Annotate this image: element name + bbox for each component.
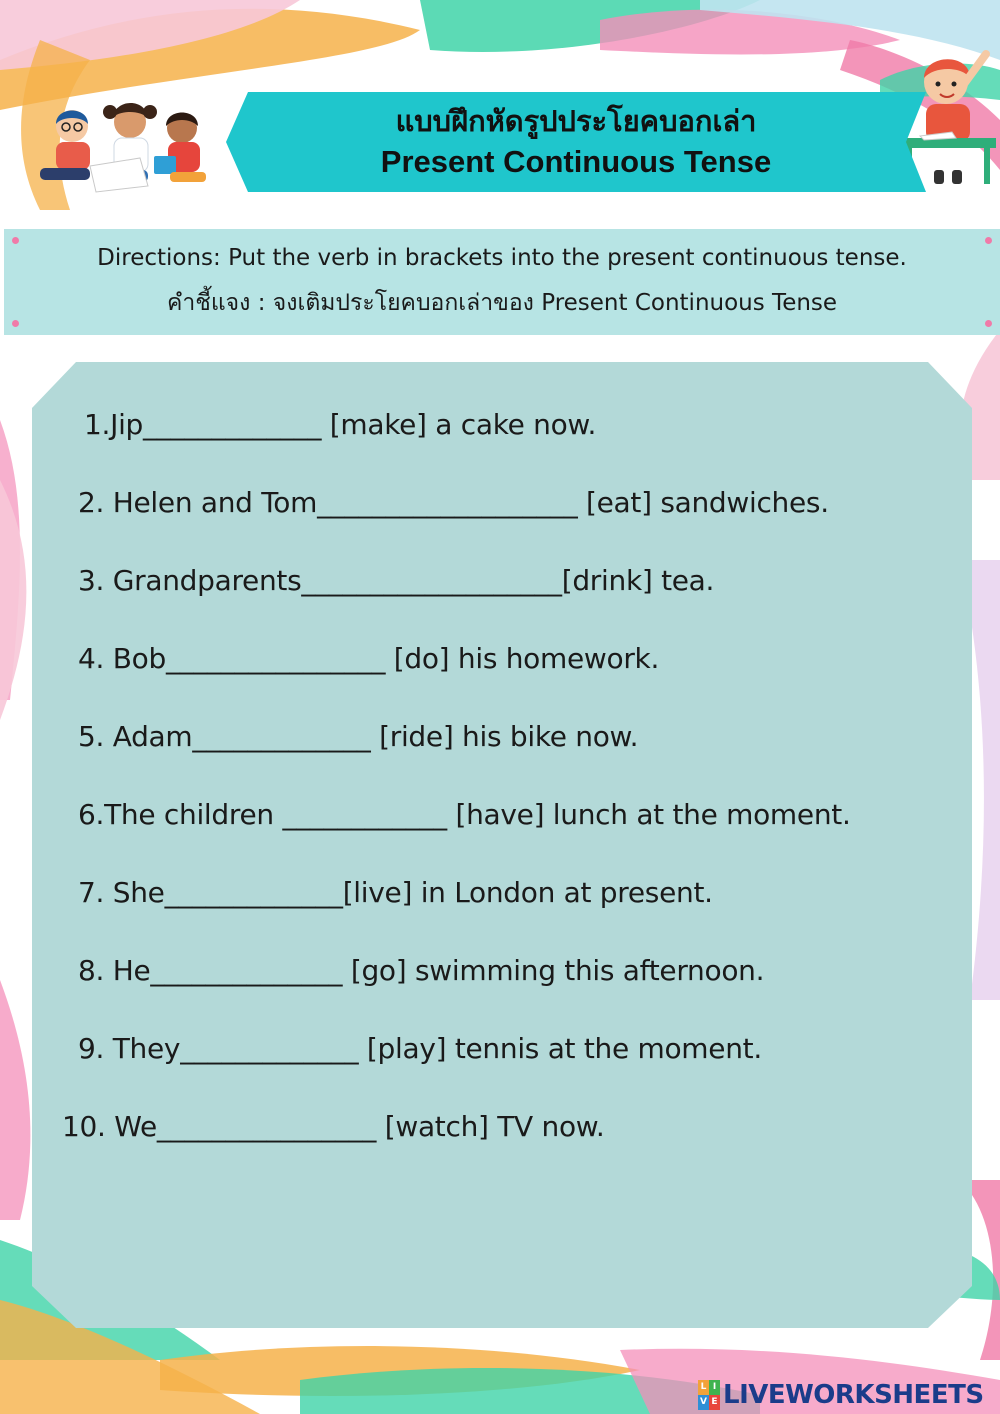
logo-letter: I <box>709 1380 720 1395</box>
item-subject: She <box>104 876 165 909</box>
liveworksheets-logo-icon <box>698 1380 720 1410</box>
item-subject: He <box>104 954 151 987</box>
liveworksheets-brand[interactable] <box>698 1378 984 1412</box>
answer-blank[interactable]: ______________ <box>150 954 343 987</box>
answer-blank[interactable]: _____________ <box>180 1032 359 1065</box>
title-banner <box>226 92 926 192</box>
exercise-item-9 <box>78 1032 762 1065</box>
children-reading-illustration <box>30 96 220 196</box>
logo-letter: V <box>698 1395 709 1410</box>
item-number: 5. <box>78 720 105 753</box>
item-subject: Bob <box>104 642 166 675</box>
item-subject: Grandparents <box>104 564 302 597</box>
answer-blank[interactable]: _____________ <box>143 408 322 441</box>
corner-dot <box>985 237 992 244</box>
item-subject: Helen and Tom <box>104 486 318 519</box>
logo-letter: L <box>698 1380 709 1395</box>
exercise-item-5 <box>78 720 638 753</box>
directions-box <box>4 229 1000 335</box>
title-thai: แบบฝึกหัดรูปประโยคบอกเล่า <box>395 104 757 138</box>
item-subject: Adam <box>104 720 193 753</box>
item-rest: [drink] tea. <box>561 564 715 597</box>
exercise-item-8 <box>78 954 764 987</box>
answer-blank[interactable]: ________________ <box>165 642 386 675</box>
item-number: 2. <box>78 486 105 519</box>
exercise-item-3 <box>78 564 714 597</box>
item-subject: Jip <box>110 408 144 441</box>
exercise-item-7 <box>78 876 713 909</box>
item-rest: [do] his homework. <box>385 642 660 675</box>
item-number: 10. <box>62 1110 106 1143</box>
item-rest: [watch] TV now. <box>376 1110 605 1143</box>
title-english: Present Continuous Tense <box>380 144 772 179</box>
item-number: 8. <box>78 954 105 987</box>
answer-blank[interactable]: ___________________ <box>317 486 578 519</box>
brand-name: LIVEWORKSHEETS <box>723 1380 984 1410</box>
exercise-item-10 <box>62 1110 604 1143</box>
exercise-item-1 <box>84 408 596 441</box>
item-rest: [have] lunch at the moment. <box>446 798 851 831</box>
item-number: 7. <box>78 876 105 909</box>
item-number: 9. <box>78 1032 105 1065</box>
corner-dot <box>12 237 19 244</box>
answer-blank[interactable]: _____________ <box>164 876 343 909</box>
item-rest: [play] tennis at the moment. <box>358 1032 762 1065</box>
item-number: 6. <box>78 798 105 831</box>
exercise-item-4 <box>78 642 659 675</box>
item-subject: We <box>105 1110 157 1143</box>
item-rest: [ride] his bike now. <box>370 720 639 753</box>
exercise-item-2 <box>78 486 829 519</box>
item-subject: They <box>104 1032 181 1065</box>
directions-thai: คำชี้แจง : จงเติมประโยคบอกเล่าของ Present Continuous Tense <box>166 290 838 316</box>
answer-blank[interactable]: _____________ <box>192 720 371 753</box>
item-rest: [eat] sandwiches. <box>577 486 829 519</box>
item-rest: [go] swimming this afternoon. <box>342 954 765 987</box>
item-rest: [make] a cake now. <box>321 408 597 441</box>
item-number: 4. <box>78 642 105 675</box>
answer-blank[interactable]: ___________________ <box>301 564 562 597</box>
directions-english: Directions: Put the verb in brackets into the present continuous tense. <box>97 245 907 271</box>
corner-dot <box>985 320 992 327</box>
item-rest: [live] in London at present. <box>342 876 713 909</box>
item-number: 3. <box>78 564 105 597</box>
item-number: 1. <box>84 408 111 441</box>
exercise-item-6 <box>78 798 851 831</box>
logo-letter: E <box>709 1395 720 1410</box>
answer-blank[interactable]: ________________ <box>156 1110 377 1143</box>
answer-blank[interactable]: ____________ <box>282 798 447 831</box>
corner-dot <box>12 320 19 327</box>
item-subject: The children <box>104 798 283 831</box>
